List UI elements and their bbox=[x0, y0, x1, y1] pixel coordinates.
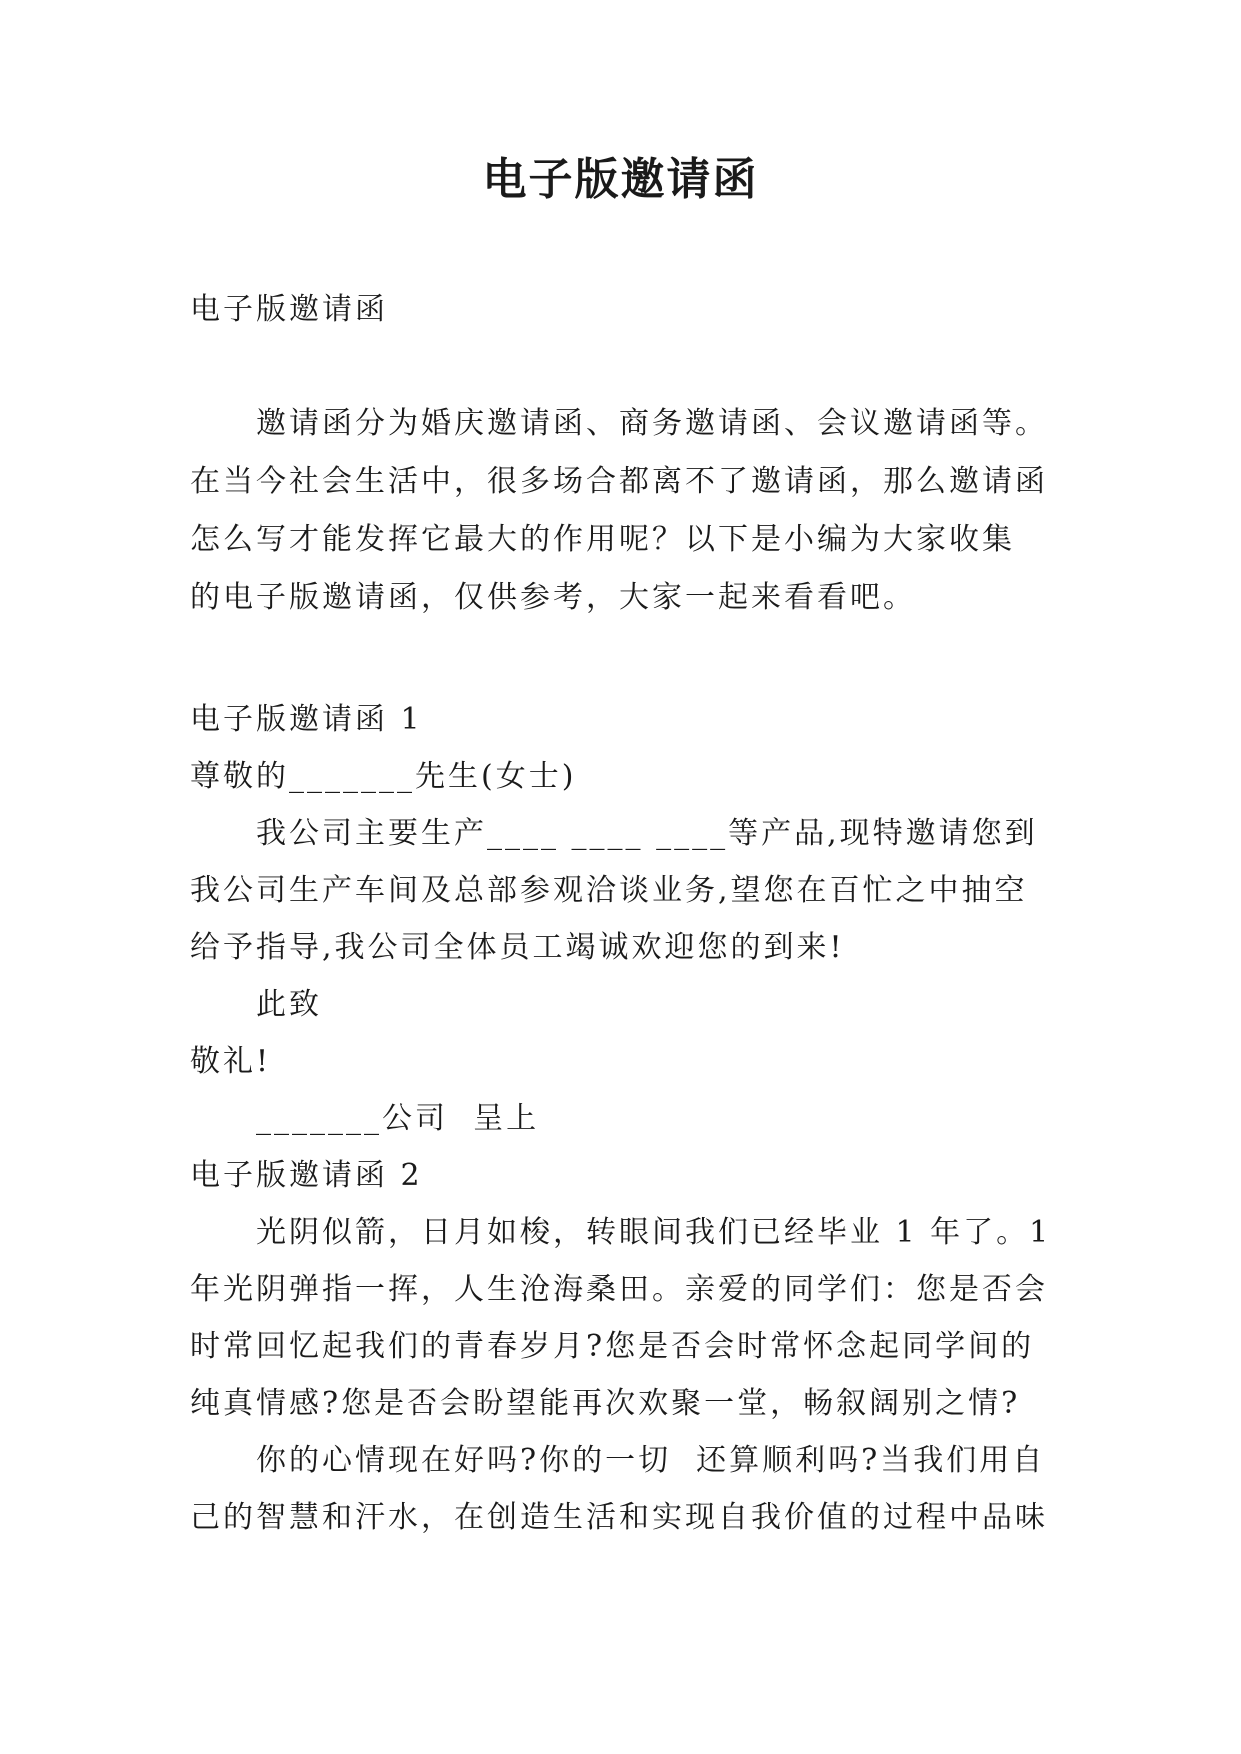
letter1-closing-2: 敬礼! bbox=[190, 1044, 272, 1079]
document-title: 电子版邀请函 bbox=[482, 154, 759, 205]
intro-line-3: 怎么写才能发挥它最大的作用呢？以下是小编为大家收集 bbox=[190, 522, 1015, 557]
letter2-para1-line-3: 时常回忆起我们的青春岁月?您是否会时常怀念起同学间的 bbox=[190, 1329, 1035, 1364]
letter1-heading: 电子版邀请函 1 bbox=[190, 702, 423, 737]
letter1-body-line-3: 给予指导,我公司全体员工竭诚欢迎您的到来! bbox=[190, 930, 845, 965]
letter1-closing-1: 此致 bbox=[256, 987, 322, 1022]
letter1-signature: _______公司 呈上 bbox=[256, 1101, 540, 1136]
letter1-salutation: 尊敬的_______先生(女士) bbox=[190, 759, 577, 794]
letter2-heading: 电子版邀请函 2 bbox=[190, 1158, 423, 1193]
letter2-para2-line-1: 你的心情现在好吗?你的一切 还算顺利吗?当我们用自 bbox=[256, 1443, 1046, 1478]
letter2-para1-line-1: 光阴似箭，日月如梭，转眼间我们已经毕业 1 年了。1 bbox=[256, 1215, 1052, 1250]
subtitle: 电子版邀请函 bbox=[190, 292, 388, 327]
intro-line-1: 邀请函分为婚庆邀请函、商务邀请函、会议邀请函等。 bbox=[256, 406, 1048, 441]
letter2-para1-line-2: 年光阴弹指一挥，人生沧海桑田。亲爱的同学们：您是否会 bbox=[190, 1272, 1048, 1307]
intro-line-4: 的电子版邀请函，仅供参考，大家一起来看看吧。 bbox=[190, 580, 916, 615]
letter2-para2-line-2: 己的智慧和汗水，在创造生活和实现自我价值的过程中品味 bbox=[190, 1500, 1048, 1535]
letter1-body-line-2: 我公司生产车间及总部参观洽谈业务,望您在百忙之中抽空 bbox=[190, 873, 1028, 908]
letter1-body-line-1: 我公司主要生产____ ____ ____等产品,现特邀请您到 bbox=[256, 816, 1038, 851]
intro-line-2: 在当今社会生活中，很多场合都离不了邀请函，那么邀请函 bbox=[190, 464, 1048, 499]
letter2-para1-line-4: 纯真情感?您是否会盼望能再次欢聚一堂，畅叙阔别之情? bbox=[190, 1386, 1021, 1421]
